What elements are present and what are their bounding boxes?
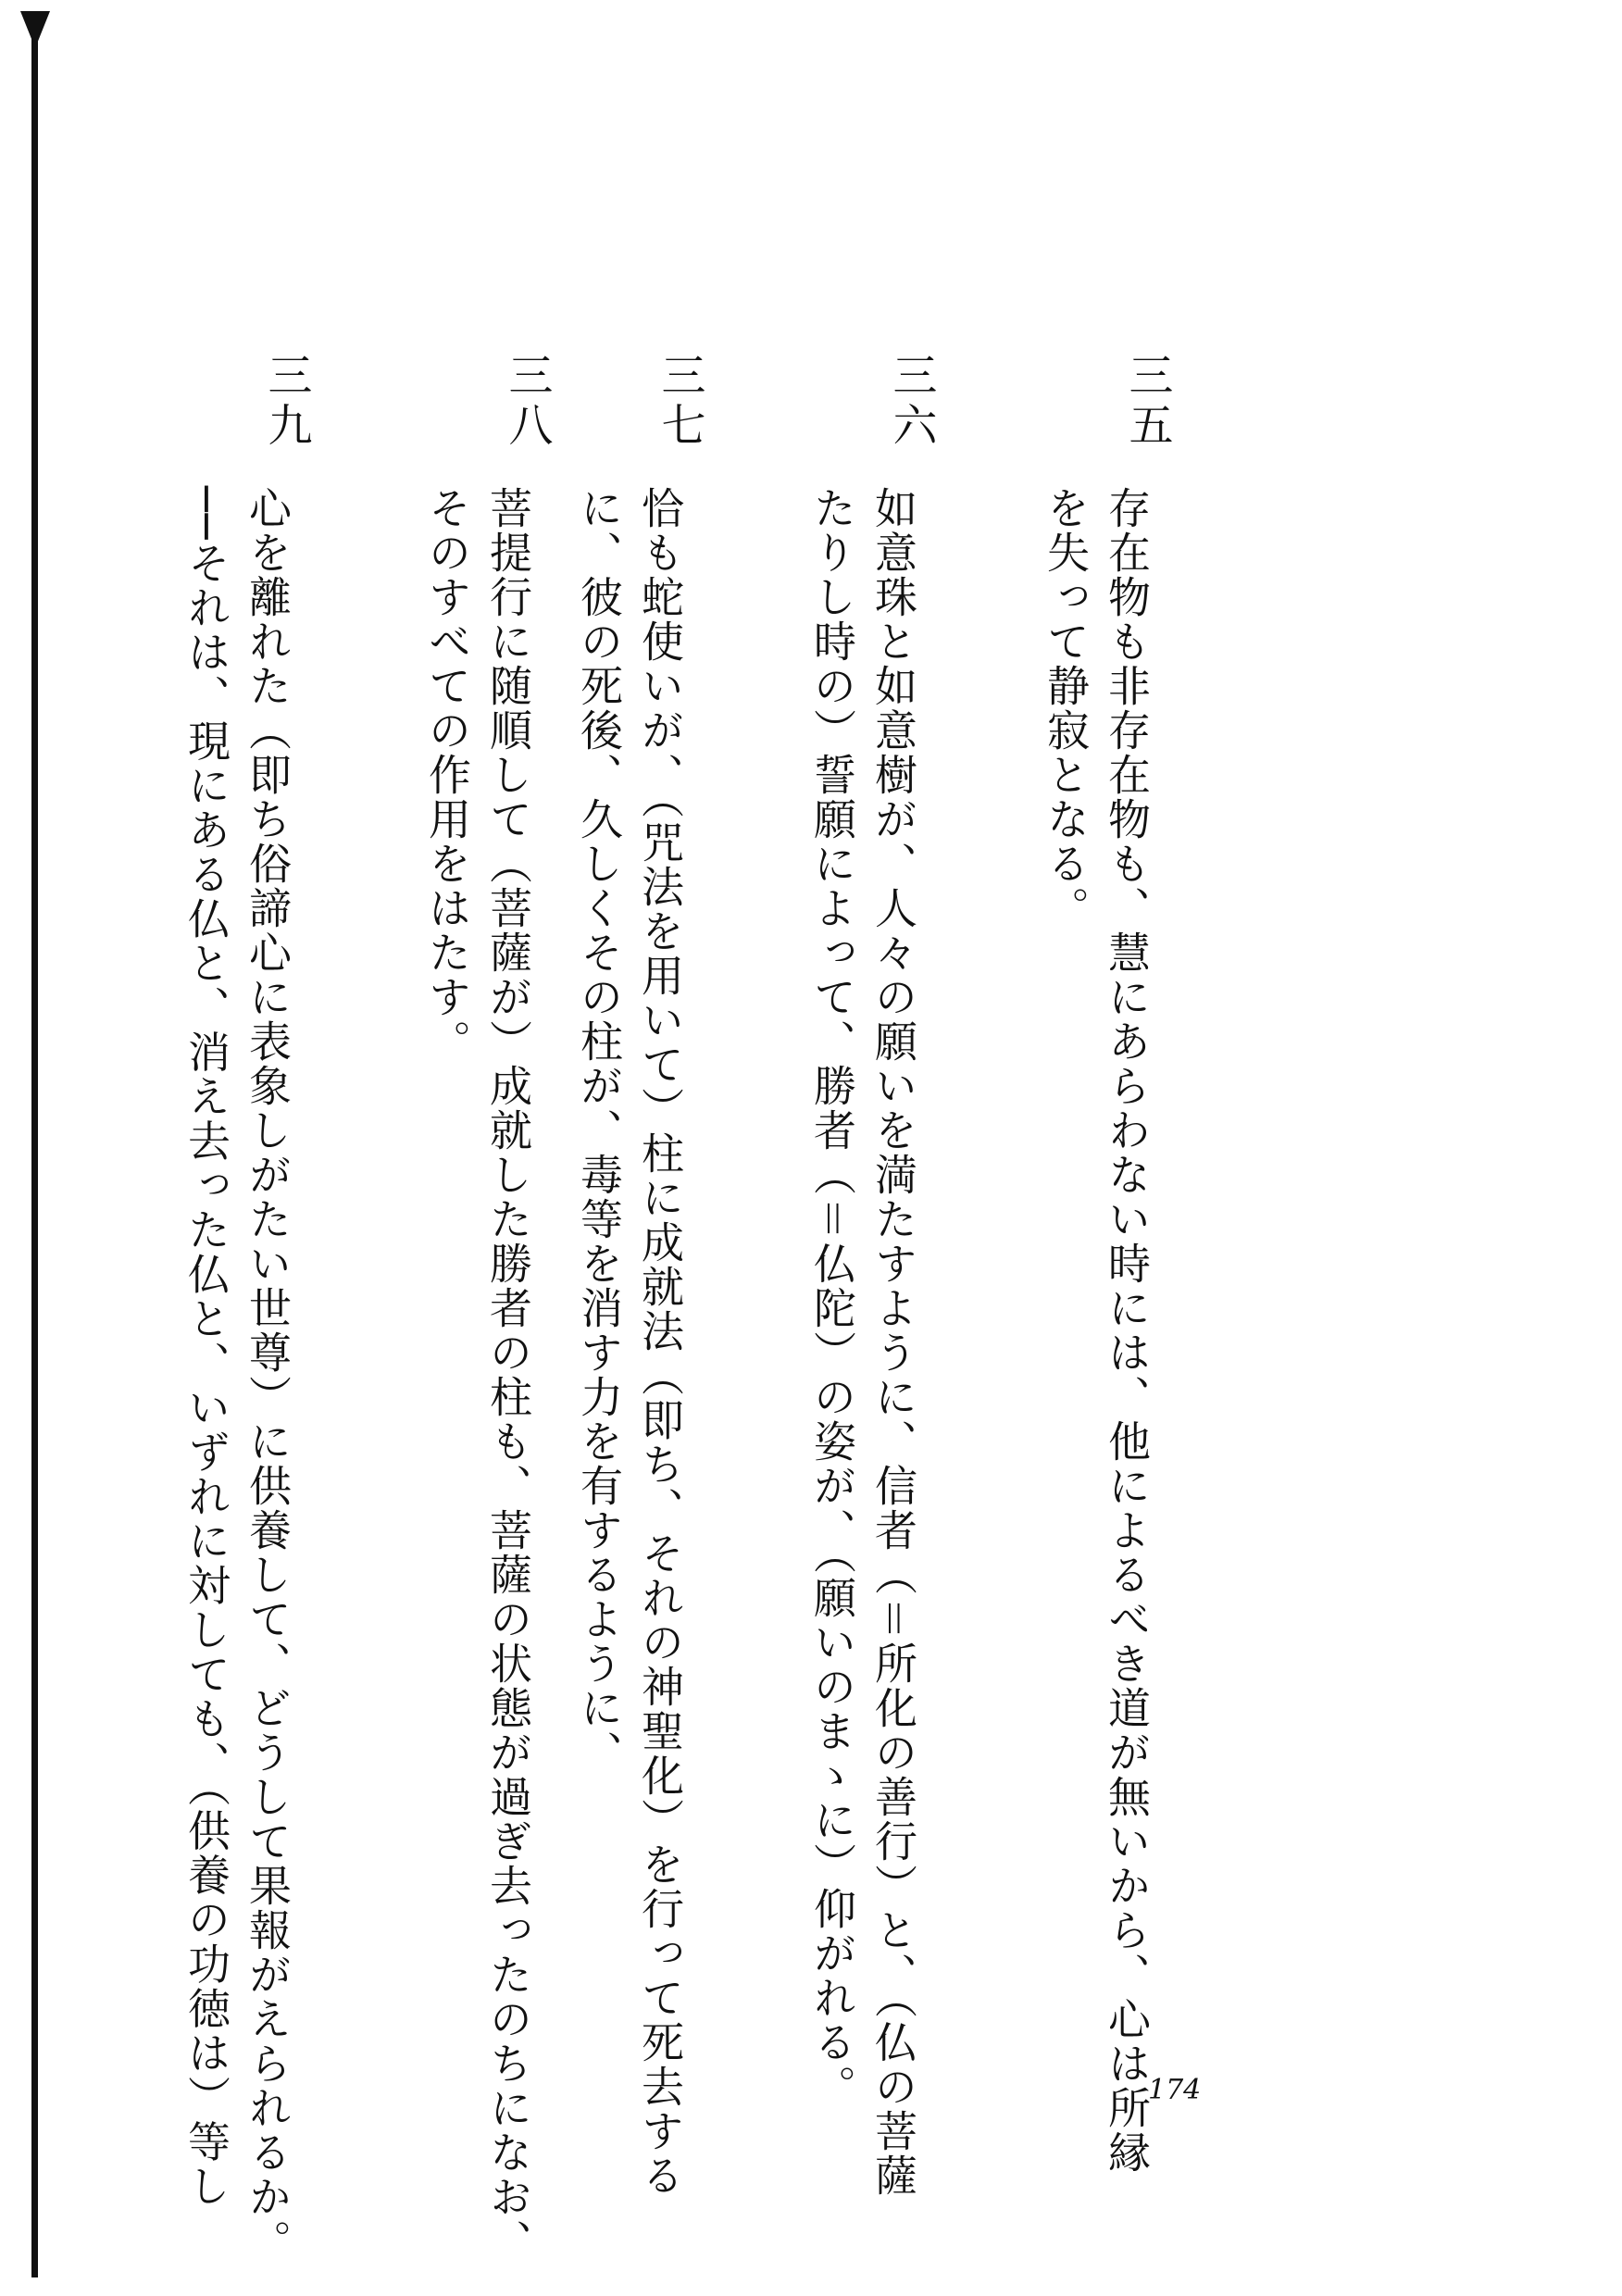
verse-39-line-2: ──それは、現にある仏と、消え去った仏と、いずれに対しても、（供養の功徳は）等し [181, 486, 231, 2209]
verse-35-line-2: を失って静寂となる。 [1041, 486, 1091, 930]
verse-39 [176, 486, 298, 2264]
binding-edge-line [31, 19, 38, 2277]
verse-39-line-1: 心を離れた（即ち俗諦心に表象しがたい世尊）に供養して、どうして果報がえられるか。 [243, 486, 293, 2264]
verse-number-37: 三七 [654, 352, 705, 452]
verse-38 [417, 486, 539, 2264]
verse-38-line-1: 菩提行に随順して（菩薩が）成就した勝者の柱も、菩薩の状態が過ぎ去ったのちになお、 [483, 486, 533, 2264]
verse-37-line-1: 恰も蛇使いが、（咒法を用いて）柱に成就法（即ち、それの神聖化）を行って死去する [635, 486, 685, 2198]
verse-36-line-1: 如意珠と如意樹が、人々の願いを満たすように、信者（＝所化の善行）と、（仏の菩薩 [868, 486, 918, 2198]
verse-number-36: 三六 [885, 352, 937, 452]
page-number: 174 [1148, 2074, 1202, 2106]
verse-37 [568, 486, 691, 2245]
verse-number-38: 三八 [501, 352, 553, 452]
verse-36-line-2: たりし時の）誓願によって、勝者（＝仏陀）の姿が、（願いのまゝに）仰がれる。 [807, 486, 857, 2109]
verse-35-line-1: 存在物も非存在物も、慧にあらわない時には、他によるべき道が無いから、心は所縁 [1102, 486, 1152, 2175]
verse-35 [1035, 486, 1157, 2245]
verse-38-line-2: そのすべての作用をはたす。 [422, 486, 472, 1064]
verse-number-39: 三九 [260, 352, 312, 452]
verse-number-35: 三五 [1121, 352, 1173, 452]
verse-37-line-2: に、彼の死後、久しくその柱が、毒等を消す力を有するように、 [574, 486, 624, 1775]
verse-36 [802, 486, 924, 2245]
